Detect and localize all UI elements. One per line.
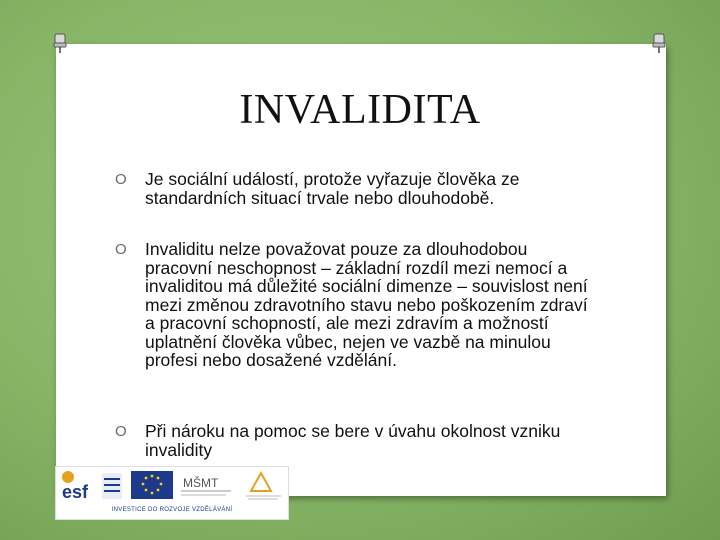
- logo-strip: [56, 467, 288, 507]
- bullet-text: Invaliditu nelze považovat pouze za dlouhodobou pracovní neschopnost – základní rozdíl mezi nemocí a invaliditou má důležité sociální dimenze – souvislost není mezi změnou zdravotního stavu nebo poškozením zdraví a pracovní schopností, ale mezi zdravím a možností uplatnění člověka vůbec, nejen ve vazbě na minulou profesi nebo dosažené vzdělání.: [145, 239, 588, 370]
- op-vk-logo: [246, 473, 281, 499]
- pushpin-icon: [651, 33, 667, 53]
- msmt-logo: [181, 475, 231, 495]
- bullet-text: Při nároku na pomoc se bere v úvahu okolnost vzniku invalidity: [145, 421, 561, 460]
- bullet-text: Je sociální událostí, protože vyřazuje člověka ze standardních situací trvale nebo dlouhodobě.: [145, 169, 520, 208]
- esf-logo: [59, 470, 122, 502]
- msmt-logo-text: MŠMT: [183, 476, 219, 490]
- bullet-item: [115, 170, 595, 207]
- bullet-item: [115, 422, 595, 459]
- funding-logos: [55, 466, 289, 520]
- eu-flag-icon: [131, 471, 173, 499]
- bullet-marker: O: [115, 171, 127, 188]
- logo-caption: INVESTICE DO ROZVOJE VZDĚLÁVÁNÍ: [111, 507, 233, 513]
- bullet-marker: O: [115, 423, 127, 440]
- pushpin-icon: [52, 33, 68, 53]
- bullet-marker: O: [115, 241, 127, 258]
- slide-title: INVALIDITA: [239, 87, 481, 133]
- bullet-item: [115, 240, 595, 370]
- esf-logo-text: esf: [62, 482, 89, 502]
